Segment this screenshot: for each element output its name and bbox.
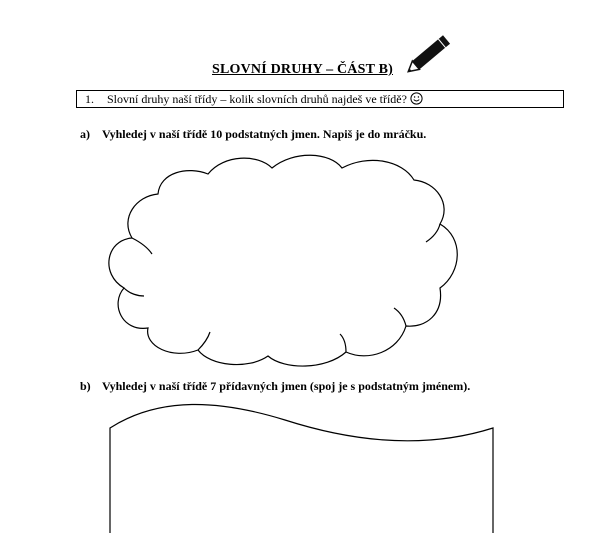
task-box	[76, 90, 564, 108]
subtask-a-letter: a)	[80, 127, 90, 141]
task-number: 1.	[85, 92, 94, 106]
subtask-b-text: Vyhledej v naší třídě 7 přídavných jmen (spoj je s podstatným jménem).	[102, 379, 471, 393]
pencil-icon	[402, 28, 458, 80]
subtask-a	[80, 127, 426, 142]
worksheet-title: SLOVNÍ DRUHY – ČÁST B)	[212, 62, 393, 77]
smiley-icon	[410, 92, 423, 105]
banner-writing-area	[100, 400, 500, 533]
task-text: Slovní druhy naší třídy – kolik slovních druhů najdeš ve třídě?	[107, 92, 407, 106]
cloud-writing-area	[100, 148, 470, 370]
subtask-b-letter: b)	[80, 379, 91, 393]
subtask-a-text: Vyhledej v naší třídě 10 podstatných jmen. Napiš je do mráčku.	[102, 127, 427, 141]
subtask-b	[80, 379, 470, 394]
